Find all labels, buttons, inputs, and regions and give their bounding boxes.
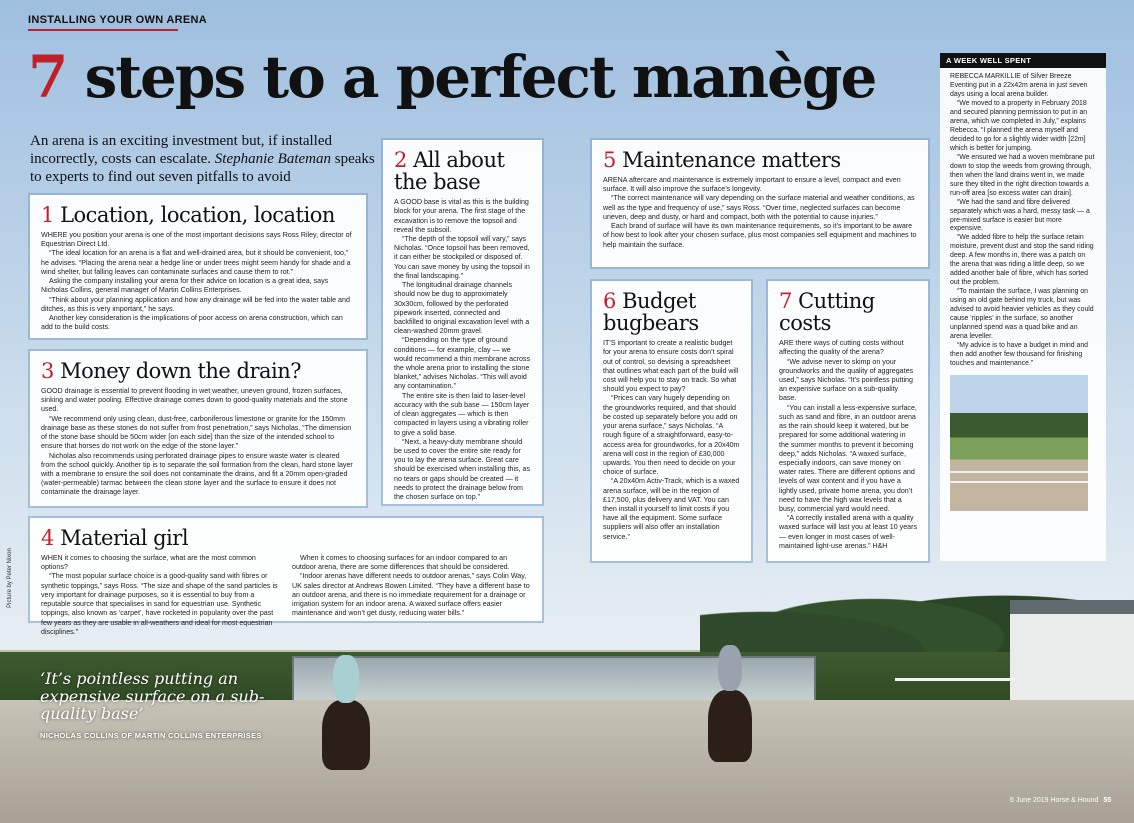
section-7-para: “You can install a less-expensive surface, such as sand and fibre, in an outdoor arena as the rain should keep it watered, but be prepared for some additional watering in the summer months to prevent it becoming deep,” adds Nicholas. “A waxed surface, especially indoors, can save money on water rates. There are different options and levels of wax content and if you have a lightly used, private home arena, you don’t need to have the high wax levels that a busy, commercial yard would need. [779,403,917,514]
section-1-para: “The ideal location for an arena is a flat and well-drained area, but it should be convenient, too,” he advises. “Placing the arena near a hedge line or under trees might seem handy for shade and a wind shelter, but falling leaves can contaminate surfaces and cause them to rot.” [41,249,351,276]
section-7-para: “A correctly installed arena with a quality waxed surface will last you at least 10 years — even longer in most cases of well-maintained light-use arenas.” H&H [779,514,917,550]
section-7-para: ARE there ways of cutting costs without affecting the quality of the arena? [779,339,904,357]
headline-number: 7 [28,43,67,111]
section-2-heading [394,149,531,193]
section-6-para: IT’S important to create a realistic budget for your arena to ensure costs don’t spiral out of control, so devising a spreadsheet that outlines what each part of the build will cost will help you to stay on track. So what should you expect to pay? [603,339,739,394]
sidebar-para: REBECCA MARKILLIE of Silver Breeze Eventing put in a 22x42m arena in just seven days using a local arena builder. [950,73,1088,98]
section-2-box [383,140,542,504]
sidebar-para: “We ensured we had a woven membrane put down to stop the weeds from growing through, then when the land drains went in, we made sure they tilted in the right direction towards a run-off area [so excess water can drain]. [950,153,1095,197]
section-1-para: Asking the company installing your arena for their advice on location is a great idea, says Nicholas Collins, general manager of Martin Collins Enterprises. [41,277,329,295]
section-5-para: “The correct maintenance will vary depending on the surface material and weather conditions, as well as the type and frequency of use,” says Ross. “Over time, neglected surfaces can become uneven, deep and dusty, or hard and compact, both with the potential to cause injuries.” [603,194,915,221]
section-3-para: “We recommend only using clean, dust-free, carboniferous limestone or granite for the 150mm drainage base as these stones do not suffer from frost penetration,” says Nicholas. “The dimension of the stone base should be 50cm wider [on each side] than the size of the intended school to ensure that horses do not work on the edge of the stone layer.” [41,414,352,451]
section-1-para: “Think about your planning application and how any drainage will be fed into the water table and ditches, as this is very important,” he says. [41,295,350,313]
sidebar-para: “We added fibre to help the surface retain moisture, prevent dust and stop the sand riding deep. A few months in, there was a patch on the arena that was riding a little deep, so we added another bale of fibre, which has sorted out the problem. [950,234,1094,287]
section-7-para: “We advise never to skimp on your groundworks and the quality of aggregates used,” says Nicholas. “It’s pointless putting an expensive surface on a sub-quality base. [779,357,914,403]
pull-quote-attribution: NICHOLAS COLLINS OF MARTIN COLLINS ENTERPRISES [40,731,262,740]
section-3-number: 3 [41,359,54,383]
section-5-para: Each brand of surface will have its own maintenance requirements, so it’s important to be aware of how best to look after your chosen surface, plus most companies sell equipment and machines to help maintain the surface. [603,222,917,249]
section-7-heading [779,290,917,334]
section-3-box [30,351,366,506]
standfirst-text-end: speaks to experts to find out seven pitfalls to avoid [30,151,375,185]
section-1-para: WHERE you position your arena is one of the most important decisions says Ross Riley, director of Equestrian Direct Ltd. [41,231,352,249]
horse-right [708,690,752,762]
section-1-heading [41,204,355,226]
section-kicker: INSTALLING YOUR OWN ARENA [28,14,208,26]
section-4-title: Material girl [60,526,189,550]
standfirst-author: Stephanie Bateman [214,151,332,167]
section-3-heading [41,360,355,382]
sidebar-arena-photo [950,375,1088,511]
section-6-title: Budget bugbears [603,289,699,336]
section-6-para: “Prices can vary hugely depending on the groundworks required, and that should be costed up separately before you add on your arena surface,” says Nicholas. “A rough figure of a straightforward, easy-to-access area for groundworks, for a 20x40m arena will cost in the region of £30,000 upwards. You then need to decide on your choice of surface. [603,394,740,477]
section-4-number: 4 [41,526,54,550]
section-1-box [30,195,366,338]
rider-left [333,655,359,703]
horse-left [322,700,370,770]
section-7-title: Cutting costs [779,289,875,336]
headline-text: steps to a perfect manège [84,43,876,111]
section-5-box [592,140,928,267]
section-2-para: “Next, a heavy-duty membrane should be used to cover the entire site ready for you to lay the arena surface. Great care should be exercised when installing this, as no tears or gaps should be created — it needs to protect the drainage below from the chosen surface on top.” [394,437,531,502]
section-1-title: Location, location, location [60,203,335,227]
standfirst-text: An arena is an exciting investment but, if installed incorrectly, costs can escalate. [30,133,333,167]
section-2-para: The entire site is then laid to laser-level accuracy with the sub base — 150cm layer of clean aggregates — which is then compacted in layers using a vibrating roller to give a solid base. [394,391,530,437]
section-5-para: ARENA aftercare and maintenance is extremely important to ensure a level, compact and even surface. It will also improve the surface’s longevity. [603,176,901,194]
footer-issue: 6 June 2019 Horse & Hound [1010,797,1099,804]
standfirst [30,132,375,186]
page-number: 55 [1103,797,1112,804]
section-2-para: A GOOD base is vital as this is the building block for your arena. The first stage of the excavation is to remove the topsoil and reveal the subsoil. [394,198,529,234]
sidebar-body [940,68,1106,516]
sidebar-para: “To maintain the surface, I was planning on using an old gate behind my truck, but was advised to avoid heavier vehicles as they could cause ‘ripples’ in the surface, so another unplanned spend was a quad bike and an arena leveller. [950,288,1094,341]
pull-quote: ‘It’s pointless putting an expensive surface on a sub-quality base’ [40,669,265,724]
section-2-number: 2 [394,148,407,172]
photo-credit: Picture by Peter Nixon [6,548,13,608]
rider-right [718,645,742,691]
section-4-para: “The most popular surface choice is a good-quality sand with fibres or synthetic toppings,” says Ross. “The size and shape of the sand particles is very important for drainage purposes, so it is essential to buy from a reputable source that specialises in sand for equestrian use. Synthetic toppings, also known as ‘carpet’, have rocketed in popularity over the past few years as they are usable in all-weathers and ideal for most equestrian disciplines.” [41,572,278,636]
section-2-para: The longitudinal drainage channels should now be dug to approximately 30x30cm, followed by the perforated pipework inserted, connected and backfilled to original excavation level with a clean-washed 20mm gravel. [394,281,530,336]
section-2-title: All about the base [394,148,505,195]
headline [28,43,876,111]
section-6-box [592,281,751,561]
section-4-para: “Indoor arenas have different needs to outdoor arenas,” says Colin Way, UK sales director at Andrews Bowen Limited. “They have a different base to an outdoor arena, and there is no immediate requirement for a drainage or irrigation system for an indoor arena. A waxed surface offers easier maintenance and won’t get dusty, reducing water bills.” [292,572,530,618]
sidebar-para: “My advice is to have a budget in mind and then add another few thousand for finishing touches and maintenance.” [950,342,1088,367]
section-2-para: “Depending on the type of ground conditions — for example, clay — we would recommend a thin membrane across the whole arena prior to installing the stone blanket,” advises Nicholas. “This will avoid any contamination.” [394,336,531,391]
section-4-heading [41,527,531,549]
section-1-para: Another key consideration is the implications of poor access on arena construction, which can add to the build costs. [41,314,343,332]
section-3-para: Nicholas also recommends using perforated drainage pipes to ensure waste water is cleared from the school quickly. Another tip is to separate the soil formation from the clean, hard stone layer with a membrane to ensure the soil does not contaminate the drains, and fit a 20mm open-graded (water-permeable) tarmac between the clean stone layer and the surface to ensure it does not contaminate the drainage layer. [41,451,353,497]
barn-building [1010,600,1134,705]
section-4-columns [41,554,531,637]
sidebar-para: “We moved to a property in February 2018 and secured planning permission to put in an arena, which we completed in July,” explains Rebecca. “I planned the arena myself and decided to go for a slightly wider width [22m] which is better for jumping. [950,99,1088,152]
section-2-para: “The depth of the topsoil will vary,” says Nicholas. “Once topsoil has been removed, it can either be stockpiled or disposed of. You can save money by using the topsoil in the final landscaping.” [394,234,530,280]
photo-fence-rail [950,471,1088,483]
section-1-number: 1 [41,203,54,227]
section-7-box [768,281,928,561]
section-5-heading [603,149,917,171]
section-5-number: 5 [603,148,616,172]
page-footer [1010,797,1111,804]
section-4-box [30,518,542,636]
section-4-para: WHEN it comes to choosing the surface, what are the most common options? [41,554,256,572]
section-3-title: Money down the drain? [60,359,302,383]
sidebar-week-well-spent [940,53,1106,561]
sidebar-title: A WEEK WELL SPENT [940,53,1106,68]
section-5-title: Maintenance matters [622,148,841,172]
section-6-para: “A 20x40m Activ-Track, which is a waxed arena surface, will be in the region of £17,500, plus delivery and VAT. You can then install it yourself to limit costs if you have all the equipment. Some surface suppliers will also offer an installation service.” [603,477,740,541]
section-6-number: 6 [603,289,616,313]
section-4-para: When it comes to choosing surfaces for an indoor compared to an outdoor arena, there are some differences that should be considered. [292,554,510,572]
section-6-heading [603,290,740,334]
kicker-rule [28,29,178,31]
section-7-number: 7 [779,289,792,313]
sidebar-para: “We had the sand and fibre delivered separately which was a hard, messy task — a pre-mixed surface is easier but more expensive. [950,198,1090,233]
section-3-para: GOOD drainage is essential to prevent flooding in wet weather, uneven ground, frozen surfaces, sinking and water pooling. Effective drainage comes down to good-quality materials and the stone used. [41,387,348,414]
